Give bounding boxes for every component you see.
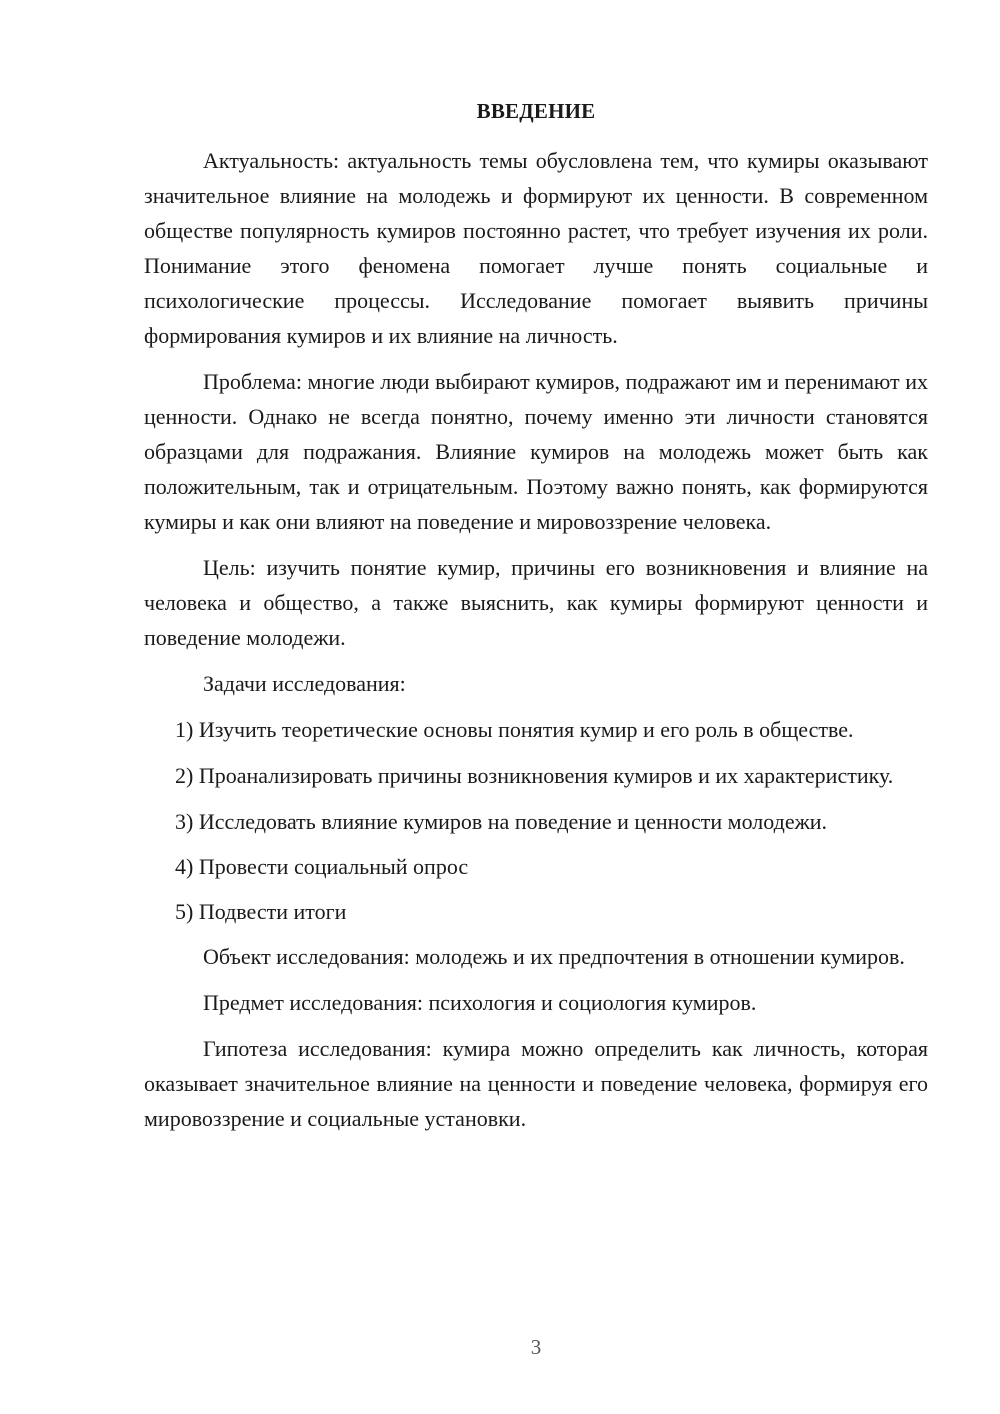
document-body bbox=[144, 143, 928, 1147]
section-title: ВВЕДЕНИЕ bbox=[476, 99, 596, 123]
hypothesis-paragraph: Гипотеза исследования: кумира можно определить как личность, которая оказывает значительное влияние на ценности и поведение человека, формируя его мировоззрение и социальные установки. bbox=[144, 1036, 928, 1131]
problem-paragraph: Проблема: многие люди выбирают кумиров, подражают им и перенимают их ценности. Однако не всегда понятно, почему именно эти личности становятся образцами для подражания. Влияние кумиров на молодежь может быть как положительным, так и отрицательным. Поэтому важно понять, как формируются кумиры и как они влияют на поведение и мировоззрение человека. bbox=[144, 369, 928, 534]
goal-paragraph: Цель: изучить понятие кумир, причины его возникновения и влияние на человека и общество, а также выяснить, как кумиры формируют ценности и поведение молодежи. bbox=[144, 555, 928, 650]
relevance-paragraph: Актуальность: актуальность темы обусловлена тем, что кумиры оказывают значительное влияние на молодежь и формируют их ценности. В современном обществе популярность кумиров постоянно растет, что требует изучения их роли. Понимание этого феномена помогает лучше понять социальные и психологические процессы. Исследование помогает выявить причины формирования кумиров и их влияние на личность. bbox=[144, 148, 928, 348]
task-item-4: 4) Провести социальный опрос bbox=[175, 854, 469, 879]
task-item-3: 3) Исследовать влияние кумиров на поведение и ценности молодежи. bbox=[175, 809, 828, 834]
task-item-1: 1) Изучить теоретические основы понятия кумир и его роль в обществе. bbox=[175, 717, 854, 742]
tasks-heading: Задачи исследования: bbox=[203, 671, 406, 696]
task-item-2: 2) Проанализировать причины возникновения кумиров и их характеристику. bbox=[175, 763, 894, 788]
page-number: 3 bbox=[530, 1335, 542, 1359]
subject-paragraph: Предмет исследования: психология и социология кумиров. bbox=[203, 990, 757, 1015]
object-paragraph: Объект исследования: молодежь и их предпочтения в отношении кумиров. bbox=[203, 944, 905, 969]
task-item-5: 5) Подвести итоги bbox=[175, 899, 347, 924]
